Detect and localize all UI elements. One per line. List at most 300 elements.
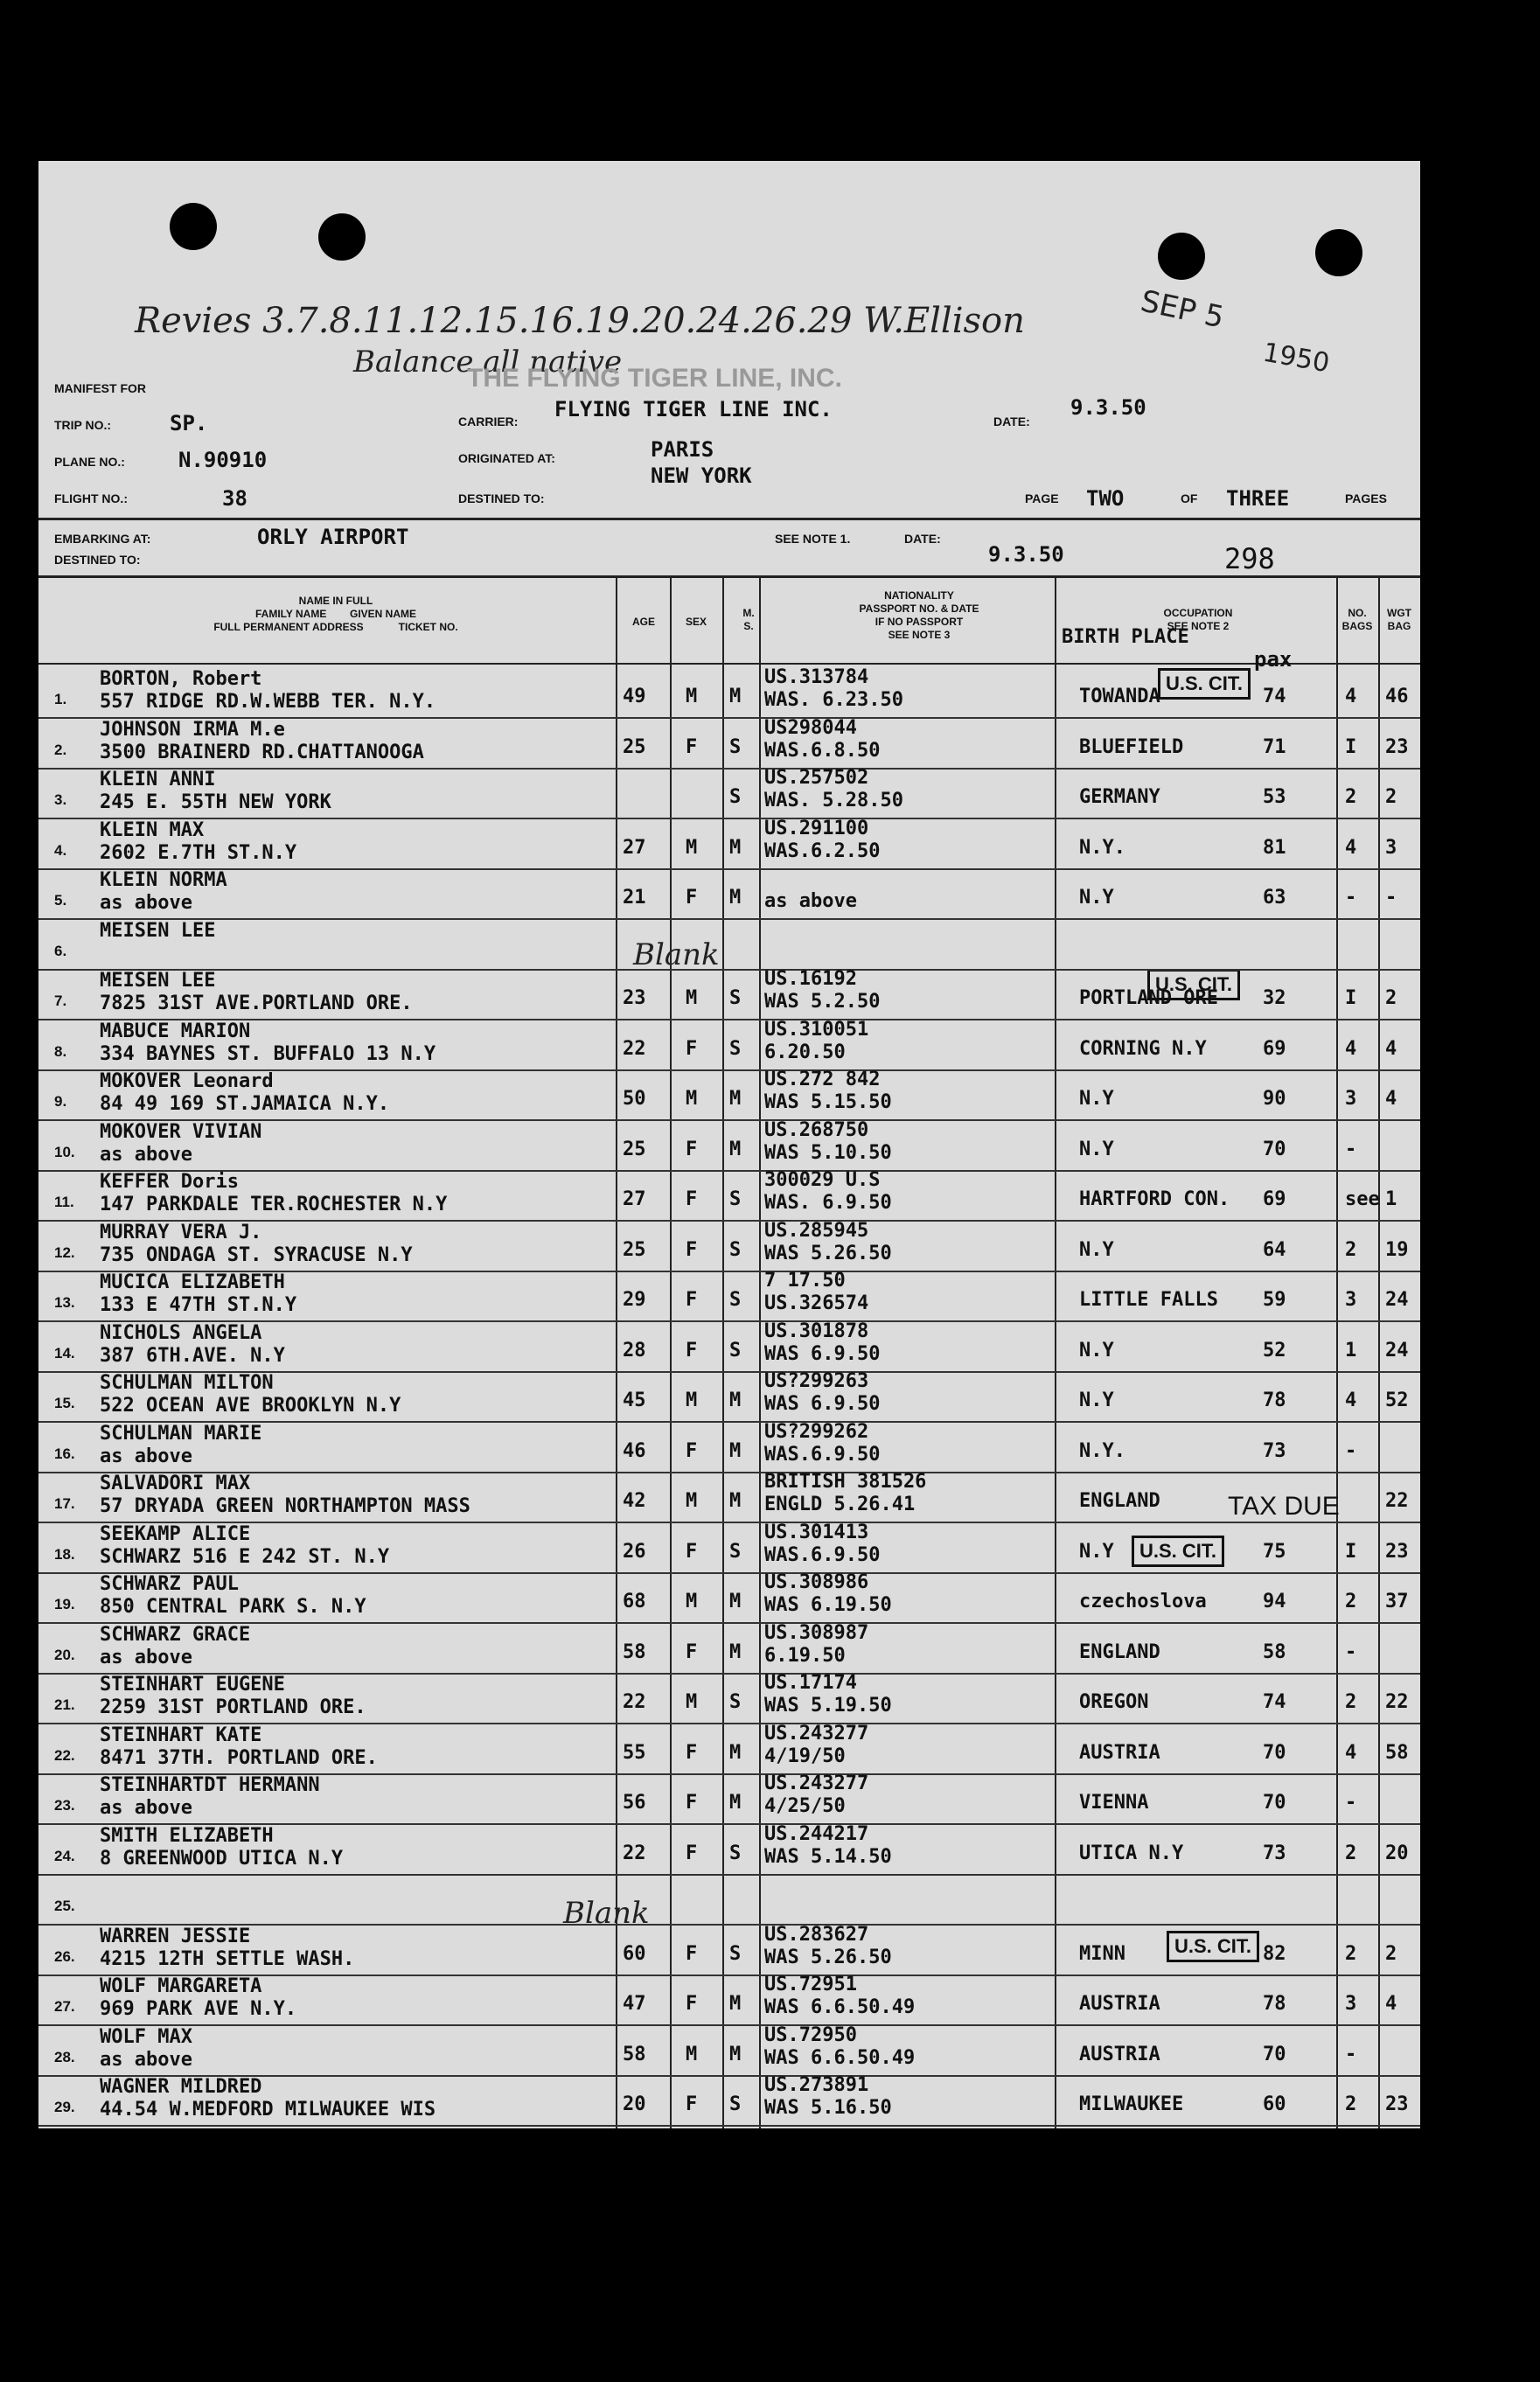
cell-wgt: -: [1385, 887, 1397, 909]
cell-name: SCHULMAN MARIE: [100, 1422, 262, 1445]
cell-pass1: US.301878: [764, 1320, 869, 1342]
cell-ms: M: [729, 2043, 742, 2065]
cell-wgt: 4: [1385, 1088, 1397, 1110]
cell-age: 20: [623, 2093, 646, 2115]
cell-age: 46: [623, 1439, 646, 1462]
cell-pass2: WAS.6.9.50: [764, 1543, 881, 1566]
cell-pass1: US.291100: [764, 817, 869, 839]
cell-wgt: 22: [1385, 1490, 1409, 1512]
cell-occ: 70: [1263, 1792, 1286, 1814]
cell-addr: as above: [100, 892, 192, 914]
cell-addr: 3500 BRAINERD RD.CHATTANOOGA: [100, 741, 424, 763]
cell-ms: S: [729, 1037, 742, 1060]
cell-sex: F: [686, 1188, 698, 1210]
cell-birth: LITTLE FALLS: [1079, 1289, 1218, 1311]
cell-name: SCHWARZ GRACE: [100, 1623, 251, 1646]
table-row: [38, 1169, 1420, 1222]
cell-birth: VIENNA: [1079, 1792, 1149, 1814]
cell-age: 49: [623, 686, 646, 707]
table-row: [38, 1723, 1420, 1775]
cell-addr: 245 E. 55TH NEW YORK: [100, 791, 331, 813]
divider: [38, 518, 1420, 520]
handwritten-review-note: Revies 3.7.8.11.12.15.16.19.20.24.26.29 W.Ellison: [135, 301, 1025, 341]
table-row: [38, 717, 1420, 770]
cell-ms: M: [729, 836, 742, 859]
cell-pass2: WAS 5.2.50: [764, 991, 881, 1013]
cell-pass1: 300029 U.S: [764, 1169, 881, 1191]
page-value: TWO: [1086, 486, 1125, 511]
table-row: [38, 1672, 1420, 1724]
table-row: [38, 1320, 1420, 1373]
us-citizen-stamp: U.S. CIT.: [1147, 969, 1240, 1000]
cell-pass1: BRITISH 381526: [764, 1471, 927, 1493]
cell-age: 45: [623, 1390, 646, 1411]
page-label: PAGE: [1025, 491, 1059, 505]
cell-name: WOLF MAX: [100, 2025, 192, 2048]
cell-n: 10.: [54, 1143, 75, 1160]
cell-wgt: 4: [1385, 1037, 1397, 1060]
cell-ms: M: [729, 1439, 742, 1462]
cell-occ: 74: [1263, 1691, 1286, 1713]
cell-birth: TOWANDA: [1079, 686, 1160, 707]
cell-n: 25.: [54, 1898, 75, 1914]
cell-ms: S: [729, 987, 742, 1009]
cell-name: JOHNSON IRMA M.e: [100, 718, 285, 741]
cell-birth: N.Y: [1079, 1138, 1114, 1160]
cell-name: STEINHART KATE: [100, 1724, 262, 1746]
cell-pass2: WAS 6.6.50.49: [764, 1996, 916, 2018]
cell-ms: S: [729, 1188, 742, 1210]
cell-wgt: 23: [1385, 2093, 1409, 2115]
cell-name: WARREN JESSIE: [100, 1925, 251, 1947]
cell-addr: SCHWARZ 516 E 242 ST. N.Y: [100, 1545, 390, 1568]
cell-name: STEINHARTDT HERMANN: [100, 1774, 320, 1796]
cell-age: 21: [623, 887, 646, 909]
cell-pass2: WAS 5.26.50: [764, 1242, 892, 1264]
cell-birth: ENGLAND: [1079, 1640, 1160, 1663]
originated-label: ORIGINATED AT:: [458, 451, 555, 465]
cell-ms: M: [729, 1741, 742, 1764]
cell-wgt: 2: [1385, 786, 1397, 808]
cell-age: 22: [623, 1037, 646, 1060]
cell-age: 25: [623, 735, 646, 758]
cell-addr: 7825 31ST AVE.PORTLAND ORE.: [100, 992, 413, 1014]
cell-name: KEFFER Doris: [100, 1171, 239, 1193]
cell-n: 16.: [54, 1445, 75, 1462]
cell-pass2: WAS.6.8.50: [764, 739, 881, 762]
cell-wgt: 22: [1385, 1691, 1409, 1713]
cell-pass1: US?299262: [764, 1420, 869, 1443]
cell-age: 55: [623, 1741, 646, 1764]
cell-addr: 84 49 169 ST.JAMAICA N.Y.: [100, 1093, 390, 1115]
cell-age: 58: [623, 1640, 646, 1663]
embarking-value: ORLY AIRPORT: [257, 525, 409, 549]
cell-birth: HARTFORD CON.: [1079, 1188, 1230, 1210]
carrier-label: CARRIER:: [458, 414, 519, 428]
cell-pass1: US.273891: [764, 2074, 869, 2096]
destined-label: DESTINED TO:: [458, 491, 545, 505]
cell-birth: BLUEFIELD: [1079, 735, 1184, 758]
col-header-age: AGE: [631, 616, 655, 628]
table-row: [38, 2024, 1420, 2077]
cell-occ: 70: [1263, 1138, 1286, 1160]
cell-name: MABUCE MARION: [100, 1020, 251, 1042]
cell-pass1: US.268750: [764, 1118, 869, 1141]
cell-sex: M: [686, 2043, 698, 2065]
cell-pass2: WAS. 6.23.50: [764, 689, 903, 711]
cell-pass2: ENGLD 5.26.41: [764, 1494, 916, 1515]
cell-bags: I: [1345, 1540, 1357, 1563]
cell-age: 58: [623, 2043, 646, 2065]
cell-age: 27: [623, 1188, 646, 1210]
cell-name: KLEIN NORMA: [100, 869, 227, 891]
cell-n: 23.: [54, 1797, 75, 1814]
cell-pass1: US.308986: [764, 1571, 869, 1593]
cell-name: MEISEN LEE: [100, 919, 216, 942]
cell-pass1: US.313784: [764, 666, 869, 688]
cell-bags: 3: [1345, 1289, 1357, 1311]
cell-ms: M: [729, 887, 742, 909]
cell-birth: N.Y: [1079, 1339, 1114, 1362]
cell-ms: S: [729, 1289, 742, 1311]
cell-pass2: 4/25/50: [764, 1795, 846, 1817]
cell-addr: 44.54 W.MEDFORD MILWAUKEE WIS: [100, 2099, 436, 2121]
date2-value: 9.3.50: [988, 542, 1064, 567]
cell-ms: S: [729, 1238, 742, 1261]
cell-pass2: 6.19.50: [764, 1644, 846, 1667]
cell-addr: as above: [100, 1445, 192, 1467]
cell-sex: F: [686, 2093, 698, 2115]
table-row: [38, 1522, 1420, 1574]
cell-n: 14.: [54, 1344, 75, 1362]
cell-bags: 2: [1345, 1238, 1357, 1261]
cell-bags: 4: [1345, 686, 1357, 707]
cell-n: 5.: [54, 892, 67, 909]
cell-age: 28: [623, 1339, 646, 1362]
cell-n: 26.: [54, 1947, 75, 1965]
cell-pass1: US.243277: [764, 1773, 869, 1794]
cell-age: 68: [623, 1591, 646, 1612]
cell-addr: as above: [100, 2048, 192, 2071]
cell-n: 1.: [54, 691, 67, 707]
cell-pass2: WAS 5.16.50: [764, 2097, 892, 2119]
trip-label: TRIP NO.:: [54, 418, 112, 432]
cell-n: 4.: [54, 841, 67, 859]
cell-ms: S: [729, 1842, 742, 1864]
cell-birth: PORTLAND ORE: [1079, 987, 1218, 1009]
cell-bags: 3: [1345, 1993, 1357, 2015]
flight-label: FLIGHT NO.:: [54, 491, 128, 505]
cell-pass1: US?299263: [764, 1370, 869, 1392]
cell-occ: 60: [1263, 2093, 1286, 2115]
cell-ms: M: [729, 1591, 742, 1612]
cell-pass1: US.17174: [764, 1672, 857, 1694]
cell-age: 50: [623, 1088, 646, 1110]
cell-sex: M: [686, 836, 698, 859]
cell-name: BORTON, Robert: [100, 668, 262, 690]
cell-occ: 59: [1263, 1289, 1286, 1311]
col-header-name: NAME IN FULL FAMILY NAME GIVEN NAME FULL PERMANENT ADDRESS TICKET NO.: [213, 595, 458, 633]
cell-pass2: WAS 5.15.50: [764, 1091, 892, 1113]
divider: [38, 575, 1420, 578]
cell-sex: F: [686, 1289, 698, 1311]
date-value: 9.3.50: [1070, 395, 1146, 420]
cell-bags: -: [1345, 2043, 1357, 2065]
cell-occ: 94: [1263, 1591, 1286, 1612]
cell-n: 27.: [54, 1998, 75, 2015]
tax-due-stamp: TAX DUE: [1228, 1492, 1340, 1521]
cell-addr: 8471 37TH. PORTLAND ORE.: [100, 1746, 378, 1769]
cell-pass1: US.72951: [764, 1974, 857, 1995]
cell-bags: 4: [1345, 836, 1357, 859]
cell-addr: as above: [100, 1143, 192, 1166]
cell-age: 25: [623, 1238, 646, 1261]
cell-pass2: WAS 6.6.50.49: [764, 2046, 916, 2069]
cell-name: SMITH ELIZABETH: [100, 1824, 274, 1847]
cell-bags: I: [1345, 987, 1357, 1009]
cell-pass2: 4/19/50: [764, 1745, 846, 1767]
cell-sex: F: [686, 1741, 698, 1764]
cell-birth: N.Y: [1079, 1088, 1114, 1110]
cell-bags: -: [1345, 1439, 1357, 1462]
cell-sex: M: [686, 1691, 698, 1713]
plane-label: PLANE NO.:: [54, 455, 125, 469]
cell-ms: S: [729, 1942, 742, 1965]
cell-n: 7.: [54, 992, 67, 1009]
cell-sex: F: [686, 1942, 698, 1965]
plane-value: N.90910: [178, 448, 268, 472]
cell-name: KLEIN ANNI: [100, 769, 216, 791]
cell-sex: M: [686, 1088, 698, 1110]
cell-addr: 969 PARK AVE N.Y.: [100, 1998, 297, 2020]
cell-bags: 2: [1345, 1842, 1357, 1864]
us-citizen-stamp: U.S. CIT.: [1158, 668, 1251, 700]
cell-pass2: WAS 5.19.50: [764, 1695, 892, 1717]
cell-birth: AUSTRIA: [1079, 2043, 1160, 2065]
cell-sex: F: [686, 1792, 698, 1814]
cell-age: 22: [623, 1842, 646, 1864]
table-row: [38, 867, 1420, 920]
cell-wgt: 23: [1385, 1540, 1409, 1563]
cell-wgt: 3: [1385, 836, 1397, 859]
cell-sex: M: [686, 686, 698, 707]
table-row: [38, 818, 1420, 870]
cell-birth: ENGLAND: [1079, 1490, 1160, 1512]
cell-ms: S: [729, 1339, 742, 1362]
table-row: [38, 918, 1420, 971]
cell-birth: N.Y: [1079, 887, 1114, 909]
cell-pass2: as above: [764, 890, 857, 912]
table-row: [38, 1119, 1420, 1172]
cell-birth: N.Y.: [1079, 836, 1125, 859]
cell-wgt: 37: [1385, 1591, 1409, 1612]
cell-addr: 557 RIDGE RD.W.WEBB TER. N.Y.: [100, 691, 436, 713]
cell-name: MOKOVER VIVIAN: [100, 1120, 262, 1143]
cell-ms: M: [729, 1640, 742, 1663]
cell-n: 17.: [54, 1495, 75, 1512]
table-row: [38, 1421, 1420, 1473]
pages-label: PAGES: [1345, 491, 1387, 505]
table-row: [38, 1974, 1420, 2026]
cell-occ: 58: [1263, 1640, 1286, 1663]
pax-note: pax: [1254, 647, 1293, 672]
date2-label: DATE:: [904, 532, 941, 546]
cell-occ: 64: [1263, 1238, 1286, 1261]
cell-bags: -: [1345, 887, 1357, 909]
table-row: [38, 1873, 1420, 1926]
cell-birth: UTICA N.Y: [1079, 1842, 1184, 1864]
cell-pass1: US.310051: [764, 1018, 869, 1041]
cell-sex: F: [686, 1339, 698, 1362]
table-row: [38, 1019, 1420, 1071]
table-row: [38, 1823, 1420, 1876]
cell-age: 42: [623, 1490, 646, 1512]
punch-hole: [1158, 233, 1205, 280]
table-row: [38, 1571, 1420, 1624]
table-row: [38, 1622, 1420, 1675]
cell-addr: 387 6TH.AVE. N.Y: [100, 1344, 285, 1367]
handwritten-balance-note: Balance all native: [353, 345, 623, 380]
cell-bags: 2: [1345, 2093, 1357, 2115]
cell-birth: MINN: [1079, 1942, 1125, 1965]
cell-bags: 1: [1345, 1339, 1357, 1362]
cell-n: 2.: [54, 741, 67, 758]
divider: [38, 663, 1420, 665]
cell-n: 9.: [54, 1093, 67, 1110]
cell-pass1: US298044: [764, 716, 857, 739]
cell-age: 29: [623, 1289, 646, 1311]
cell-wgt: 20: [1385, 1842, 1409, 1864]
manifest-sheet: [38, 161, 1420, 2128]
cell-n: 6.: [54, 942, 67, 959]
cell-n: 21.: [54, 1696, 75, 1713]
cell-wgt: 24: [1385, 1339, 1409, 1362]
cell-n: 18.: [54, 1545, 75, 1563]
cell-bags: 2: [1345, 1942, 1357, 1965]
cell-wgt: 19: [1385, 1238, 1409, 1261]
cell-pass1: US.16192: [764, 968, 857, 990]
cell-bags: -: [1345, 1138, 1357, 1160]
destined-to-label: DESTINED TO:: [54, 553, 141, 567]
cell-age: 23: [623, 987, 646, 1009]
cell-sex: M: [686, 1591, 698, 1612]
cell-bags: 2: [1345, 786, 1357, 808]
cell-sex: F: [686, 1842, 698, 1864]
col-header-occupation: OCCUPATION SEE NOTE 2: [1163, 607, 1233, 632]
date-label: DATE:: [993, 414, 1030, 428]
see-note-label: SEE NOTE 1.: [775, 532, 851, 546]
cell-name: MEISEN LEE: [100, 970, 216, 992]
cell-pass1: US.272 842: [764, 1069, 881, 1090]
cell-ms: S: [729, 2093, 742, 2115]
cell-age: 47: [623, 1993, 646, 2015]
cell-wgt: 23: [1385, 735, 1409, 758]
cell-sex: M: [686, 987, 698, 1009]
cell-bags: -: [1345, 1640, 1357, 1663]
cell-sex: F: [686, 1540, 698, 1563]
cell-birth: OREGON: [1079, 1691, 1149, 1713]
cell-n: 13.: [54, 1294, 75, 1311]
cell-birth: czechoslova: [1079, 1591, 1207, 1612]
cell-bags: 3: [1345, 1088, 1357, 1110]
cell-sex: F: [686, 1037, 698, 1060]
cell-name: STEINHART EUGENE: [100, 1674, 285, 1696]
cell-ms: M: [729, 1088, 742, 1110]
cell-addr: 8 GREENWOOD UTICA N.Y: [100, 1847, 344, 1870]
cell-occ: 69: [1263, 1188, 1286, 1210]
cell-sex: M: [686, 1490, 698, 1512]
cell-occ: 82: [1263, 1942, 1286, 1965]
col-header-bags: NO. BAGS: [1341, 607, 1373, 632]
of-label: OF: [1181, 491, 1198, 505]
cell-occ: 73: [1263, 1439, 1286, 1462]
cell-occ: 78: [1263, 1993, 1286, 2015]
cell-pass2: WAS. 5.28.50: [764, 790, 903, 811]
cell-name: SALVADORI MAX: [100, 1473, 251, 1494]
cell-ms: M: [729, 686, 742, 707]
cell-occ: 32: [1263, 987, 1286, 1009]
cell-n: 11.: [54, 1194, 74, 1210]
table-row: [38, 1370, 1420, 1423]
cell-wgt: 46: [1385, 686, 1409, 707]
cell-addr: 2259 31ST PORTLAND ORE.: [100, 1696, 366, 1718]
cell-occ: 78: [1263, 1390, 1286, 1411]
cell-addr: 850 CENTRAL PARK S. N.Y: [100, 1596, 366, 1618]
year-stamp: 1950: [1260, 337, 1332, 380]
cell-occ: 73: [1263, 1842, 1286, 1864]
date-stamp: SEP 5: [1137, 283, 1228, 336]
table-row: [38, 1471, 1420, 1523]
col-header-nationality: NATIONALITY PASSPORT NO. & DATE IF NO PASSPORT SEE NOTE 3: [859, 589, 979, 641]
manifest-label: MANIFEST FOR: [54, 381, 146, 395]
cell-sex: F: [686, 1640, 698, 1663]
cell-ms: M: [729, 1792, 742, 1814]
cell-n: 24.: [54, 1847, 75, 1864]
cell-addr: 2602 E.7TH ST.N.Y: [100, 841, 297, 864]
cell-sex: F: [686, 1138, 698, 1160]
cell-ms: S: [729, 735, 742, 758]
cell-name: WOLF MARGARETA: [100, 1975, 262, 1997]
cell-occ: 63: [1263, 887, 1286, 909]
cell-pass2: WAS 5.26.50: [764, 1946, 892, 1968]
cell-birth: AUSTRIA: [1079, 1993, 1160, 2015]
cell-pass1: 7 17.50: [764, 1270, 846, 1292]
cell-wgt: 4: [1385, 1993, 1397, 2015]
cell-sex: F: [686, 735, 698, 758]
col-header-sex: SEX: [685, 616, 707, 628]
cell-wgt: 58: [1385, 1741, 1409, 1764]
cell-birth: AUSTRIA: [1079, 1741, 1160, 1764]
cell-name: MUCICA ELIZABETH: [100, 1271, 285, 1293]
cell-pass2: 6.20.50: [764, 1041, 846, 1063]
cell-pass1: US.308987: [764, 1621, 869, 1644]
cell-ms: M: [729, 1993, 742, 2015]
table-row: [38, 968, 1420, 1020]
cell-name: SEEKAMP ALICE: [100, 1522, 251, 1545]
cell-age: 25: [623, 1138, 646, 1160]
cell-addr: as above: [100, 1797, 192, 1819]
cell-pass2: WAS 6.9.50: [764, 1393, 881, 1415]
cell-occ: 81: [1263, 836, 1286, 859]
cell-addr: 4215 12TH SETTLE WASH.: [100, 1947, 355, 1970]
cell-addr: 735 ONDAGA ST. SYRACUSE N.Y: [100, 1243, 413, 1266]
cell-n: 20.: [54, 1646, 75, 1663]
col-header-wgt: WGT BAG: [1387, 607, 1411, 632]
table-row: [38, 1773, 1420, 1825]
cell-bags: 4: [1345, 1741, 1357, 1764]
cell-ms: S: [729, 1691, 742, 1713]
punch-hole: [318, 213, 366, 261]
